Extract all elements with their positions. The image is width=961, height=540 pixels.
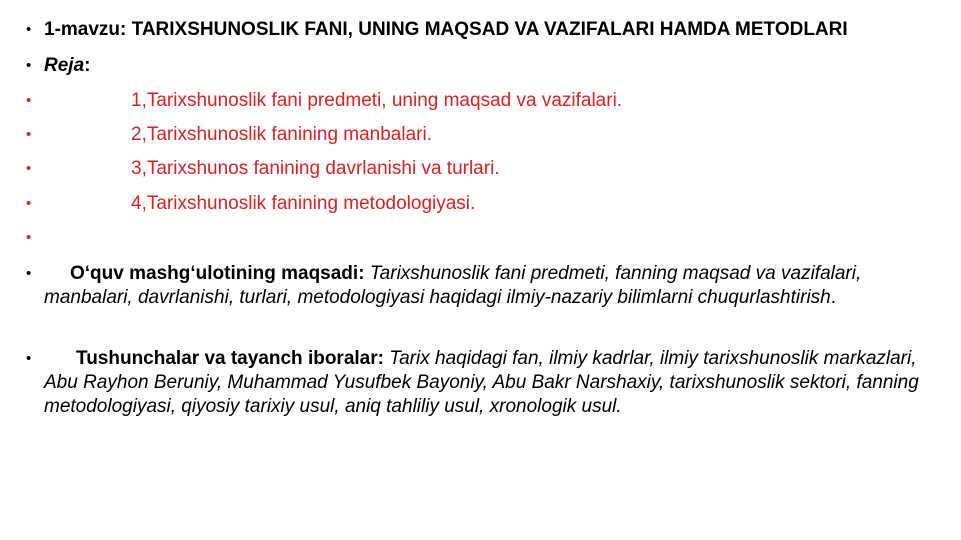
concepts-label: Tushunchalar va tayanch iboralar: (76, 348, 384, 369)
goal-label: O‘quv mashg‘ulotining maqsadi: (70, 263, 365, 284)
bullet: • (26, 57, 32, 74)
bullet: • (26, 229, 32, 246)
bullet: • (26, 160, 32, 177)
slide-title: 1-mavzu: TARIXSHUNOSLIK FANI, UNING MAQSAD VA VAZIFALARI HAMDA METODLARI (44, 19, 848, 40)
bullet: • (26, 126, 32, 143)
bullet: • (26, 21, 32, 38)
bullet: • (26, 350, 32, 367)
plan-item-text: 2,Tarixshunoslik fanining manbalari. (131, 124, 432, 145)
plan-item-text: 4,Tarixshunoslik fanining metodologiyasi. (131, 193, 476, 214)
bullet: • (26, 92, 32, 109)
goal-text: Tarixshunoslik fani predmeti, fanning maqsad va vazifalari, manbalari, davrlanishi, turlari, metodologiyasi haqidagi ilmiy-nazariy bilimlarni chuqurlashtirish (44, 263, 862, 308)
plan-item-text: 3,Tarixshunos fanining davrlanishi va turlari. (131, 158, 500, 179)
reja-label: Reja (44, 55, 85, 76)
bullet: • (26, 195, 32, 212)
concepts-text: Tarix haqidagi fan, ilmiy kadrlar, ilmiy tarixshunoslik markazlari, Abu Rayhon Beruniy, Muhammad Yusufbek Bayoniy, Abu Bakr Narshaxiy, tarixshunoslik sektori, fanning metodologiyasi, qiyosiy tarixiy usul, aniq tahliliy usul, xronologik usul. (44, 348, 919, 417)
slide: • 1-mavzu: TARIXSHUNOSLIK FANI, UNING MAQSAD VA VAZIFALARI HAMDA METODLARI • Reja: • 1,Tarixshunoslik fani predmeti, uning maqsad va vazifalari. • 2,Tarixshunoslik fanining manbalari. • 3,Tarixshunos fanining davrlanishi va turlari. • 4,Tarixshunoslik fanining metodologiyasi. • • O‘quv mashg‘ulotining maqsadi: Tarixshunoslik fani predmeti, fanning maqsad va vazifalari, manbalari, davrlanishi, turlari, metodologiyasi haqidagi ilmiy-nazariy bilimlarni chuqurlashtirish. • Tushunchalar va tayanch iboralar: Tarix haqidagi fan, ilmiy kadrlar, ilmiy tarixshunoslik markazlari, Abu Rayhon Beruniy, Muhammad Yusufbek Bayoniy, Abu Bakr Narshaxiy, tarixshunoslik sektori, fanning metodologiyasi, qiyosiy tarixiy usul, aniq tahliliy usul, xronologik usul. (0, 0, 961, 540)
bullet: • (26, 265, 32, 282)
plan-item-text: 1,Tarixshunoslik fani predmeti, uning maqsad va vazifalari. (131, 90, 623, 111)
